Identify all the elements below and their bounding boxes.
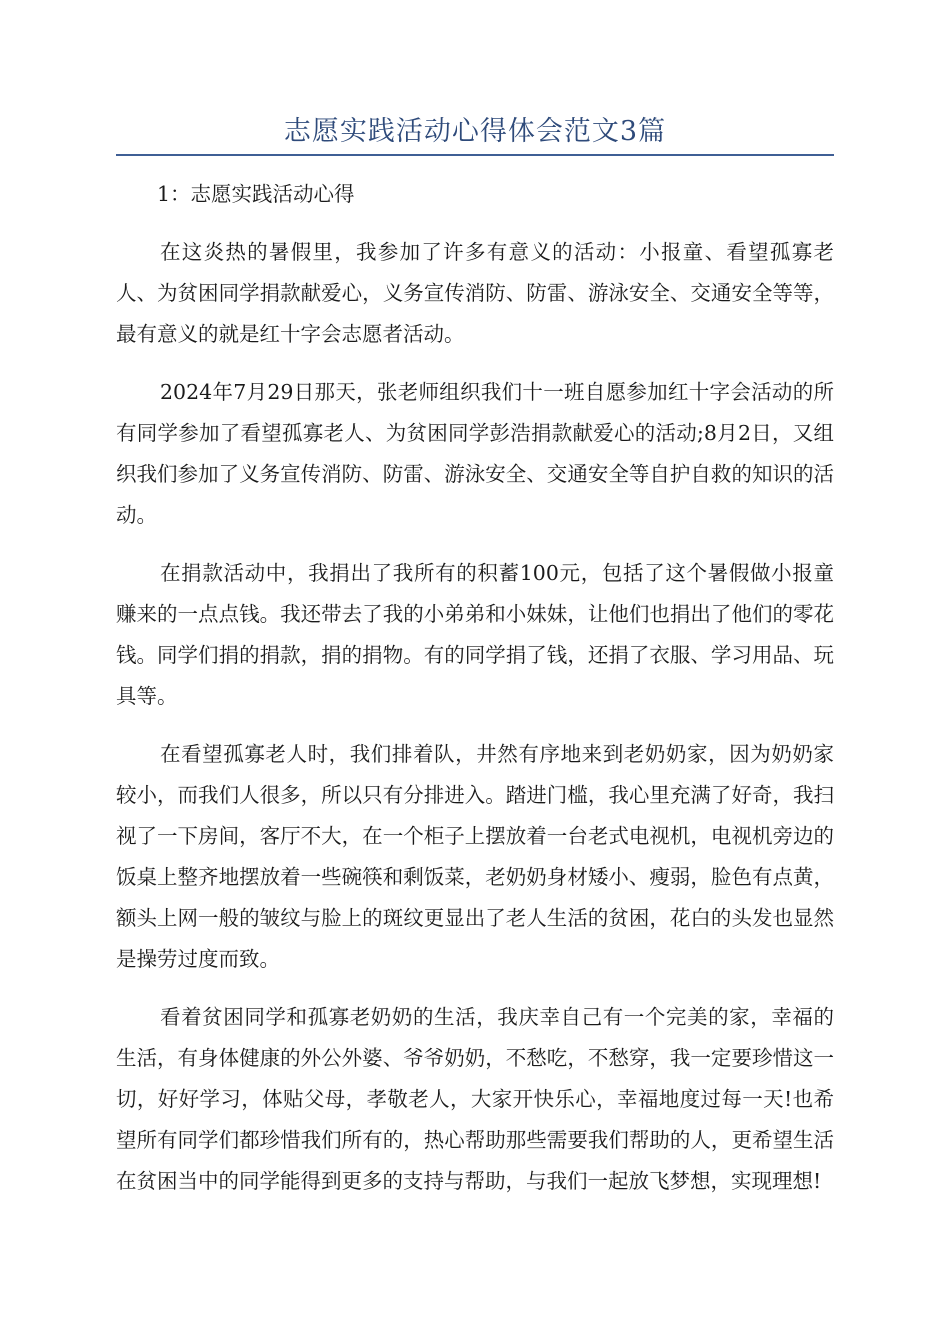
title-underline xyxy=(116,154,834,156)
paragraph: 在捐款活动中，我捐出了我所有的积蓄100元，包括了这个暑假做小报童赚来的一点点钱。我还带去了我的小弟弟和小妹妹，让他们也捐出了他们的零花钱。同学们捐的捐款，捐的捐物。有的同学捐了钱，还捐了衣服、学习用品、玩具等。 xyxy=(116,561,834,708)
paragraph: 在看望孤寡老人时，我们排着队，井然有序地来到老奶奶家，因为奶奶家较小，而我们人很多，所以只有分排进入。踏进门槛，我心里充满了好奇，我扫视了一下房间，客厅不大，在一个柜子上摆放着一台老式电视机，电视机旁边的饭桌上整齐地摆放着一些碗筷和剩饭菜，老奶奶身材矮小、瘦弱，脸色有点黄，额头上网一般的皱纹与脸上的斑纹更显出了老人生活的贫困，花白的头发也显然是操劳过度而致。 xyxy=(116,742,834,971)
document-body xyxy=(116,174,834,1219)
section-heading: 1：志愿实践活动心得 xyxy=(157,182,355,206)
paragraph: 2024年7月29日那天，张老师组织我们十一班自愿参加红十字会活动的所有同学参加了看望孤寡老人、为贫困同学彭浩捐款献爱心的活动;8月2日，又组织我们参加了义务宣传消防、防雷、游泳安全、交通安全等自护自救的知识的活动。 xyxy=(116,380,834,527)
paragraph: 在这炎热的暑假里，我参加了许多有意义的活动：小报童、看望孤寡老人、为贫困同学捐款献爱心，义务宣传消防、防雷、游泳安全、交通安全等等，最有意义的就是红十字会志愿者活动。 xyxy=(116,240,834,346)
paragraph: 看着贫困同学和孤寡老奶奶的生活，我庆幸自己有一个完美的家，幸福的生活，有身体健康的外公外婆、爷爷奶奶，不愁吃，不愁穿，我一定要珍惜这一切，好好学习，体贴父母，孝敬老人，大家开快乐心，幸福地度过每一天!也希望所有同学们都珍惜我们所有的，热心帮助那些需要我们帮助的人，更希望生活在贫困当中的同学能得到更多的支持与帮助，与我们一起放飞梦想，实现理想! xyxy=(116,1005,834,1193)
document-title: 志愿实践活动心得体会范文3篇 xyxy=(283,116,667,147)
